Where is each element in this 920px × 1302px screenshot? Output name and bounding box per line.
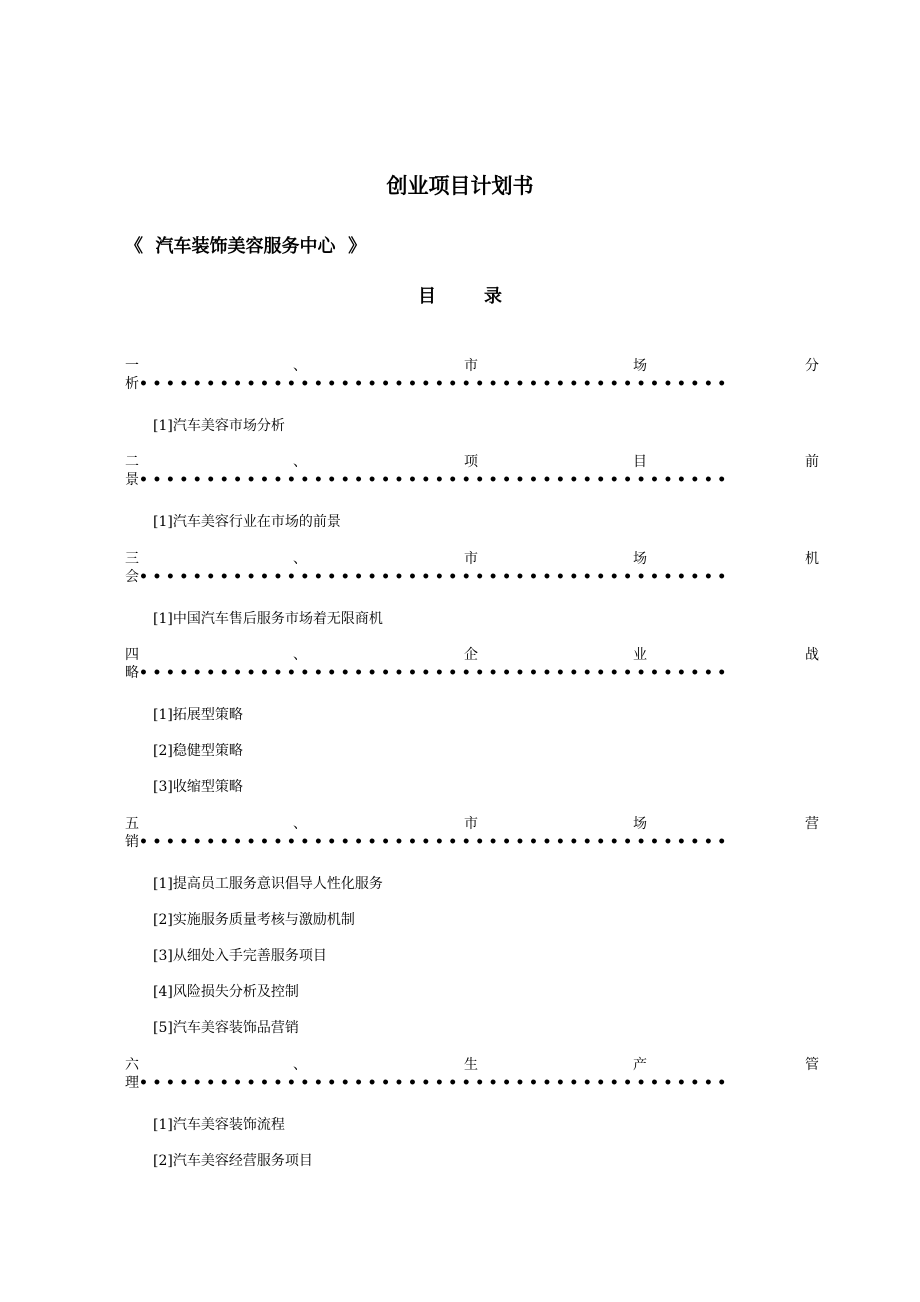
dot-leader: •••••••••••••••••••••••••••••••••••••••••••• — [139, 665, 731, 681]
chapter-title-char: 机 — [805, 551, 819, 567]
toc-section[interactable]: [1]拓展型策略 — [153, 707, 243, 723]
chapter-title-char: 销 — [125, 834, 139, 850]
chapter-title-char: 略 — [125, 665, 139, 681]
chapter-number: 六 — [125, 1057, 139, 1073]
chapter-number: 四 — [125, 647, 139, 663]
toc-section[interactable]: [2]稳健型策略 — [153, 743, 243, 759]
chapter-title-char: 管 — [805, 1057, 819, 1073]
chapter-title-char: 场 — [633, 816, 647, 832]
chapter-title-char: 场 — [633, 358, 647, 374]
toc-section[interactable]: [2]汽车美容经营服务项目 — [153, 1153, 313, 1169]
chapter-separator: 、 — [293, 358, 307, 374]
toc-section[interactable]: [1]汽车美容装饰流程 — [153, 1117, 285, 1133]
toc-chapter[interactable] — [125, 1054, 820, 1102]
toc-heading-char: 目 — [418, 286, 436, 307]
chapter-title-char: 景 — [125, 472, 139, 488]
chapter-title-char: 市 — [464, 358, 478, 374]
chapter-title-char: 业 — [633, 647, 647, 663]
toc-heading — [0, 282, 920, 308]
dot-leader: •••••••••••••••••••••••••••••••••••••••••••• — [139, 376, 731, 392]
dot-leader: •••••••••••••••••••••••••••••••••••••••••••• — [139, 472, 731, 488]
chapter-separator: 、 — [293, 454, 307, 470]
chapter-title-char: 理 — [125, 1075, 139, 1091]
toc-chapter[interactable] — [125, 644, 820, 692]
chapter-title-char: 战 — [805, 647, 819, 663]
toc-section[interactable]: [4]风险损失分析及控制 — [153, 984, 299, 1000]
toc-section[interactable]: [1]提高员工服务意识倡导人性化服务 — [153, 876, 383, 892]
chapter-title-char: 前 — [805, 454, 819, 470]
chapter-title-char: 市 — [464, 816, 478, 832]
chapter-number: 五 — [125, 816, 139, 832]
chapter-title-char: 项 — [464, 454, 478, 470]
toc-section[interactable]: [3]收缩型策略 — [153, 779, 243, 795]
document-subtitle: 《 汽车装饰美容服务中心 》 — [125, 236, 367, 257]
toc-section[interactable]: [3]从细处入手完善服务项目 — [153, 948, 327, 964]
chapter-separator: 、 — [293, 816, 307, 832]
chapter-title-char: 分 — [805, 358, 819, 374]
toc-section[interactable]: [5]汽车美容装饰品营销 — [153, 1020, 299, 1036]
dot-leader: •••••••••••••••••••••••••••••••••••••••••••• — [139, 1075, 731, 1091]
dot-leader: •••••••••••••••••••••••••••••••••••••••••••• — [139, 834, 731, 850]
toc-section[interactable]: [1]中国汽车售后服务市场着无限商机 — [153, 611, 383, 627]
chapter-title-char: 目 — [633, 454, 647, 470]
chapter-separator: 、 — [293, 1057, 307, 1073]
chapter-title-char: 产 — [633, 1057, 647, 1073]
chapter-separator: 、 — [293, 551, 307, 567]
chapter-title-char: 析 — [125, 376, 139, 392]
toc-chapter[interactable] — [125, 355, 820, 403]
chapter-title-char: 市 — [464, 551, 478, 567]
toc-section[interactable]: [1]汽车美容行业在市场的前景 — [153, 514, 341, 530]
toc-chapter[interactable] — [125, 451, 820, 499]
chapter-title-char: 营 — [805, 816, 819, 832]
chapter-separator: 、 — [293, 647, 307, 663]
document-title: 创业项目计划书 — [386, 174, 534, 198]
chapter-number: 三 — [125, 551, 139, 567]
toc-heading-char: 录 — [484, 286, 502, 307]
chapter-title-char: 企 — [464, 647, 478, 663]
toc-chapter[interactable] — [125, 813, 820, 861]
chapter-number: 一 — [125, 358, 139, 374]
dot-leader: •••••••••••••••••••••••••••••••••••••••••••• — [139, 569, 731, 585]
chapter-title-char: 生 — [464, 1057, 478, 1073]
chapter-title-char: 会 — [125, 569, 139, 585]
toc-section[interactable]: [1]汽车美容市场分析 — [153, 418, 285, 434]
chapter-title-char: 场 — [633, 551, 647, 567]
toc-chapter[interactable] — [125, 548, 820, 596]
chapter-number: 二 — [125, 454, 139, 470]
toc-section[interactable]: [2]实施服务质量考核与激励机制 — [153, 912, 355, 928]
